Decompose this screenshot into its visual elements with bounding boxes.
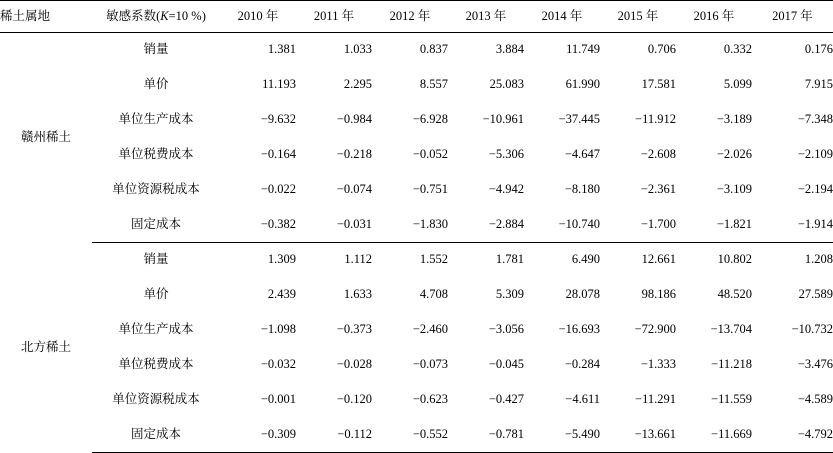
group-label-ganzhou: 赣州稀土 [20, 129, 71, 144]
cell-value: −13.661 [600, 418, 676, 453]
cell-value: −11.559 [711, 392, 752, 407]
cell-value: −2.361 [640, 182, 676, 197]
table-row [0, 68, 833, 103]
row-label: 固定成本 [92, 418, 220, 453]
cell-value: 5.099 [723, 77, 752, 92]
cell-value: −1.914 [752, 208, 833, 243]
cell-value: 12.661 [641, 252, 676, 267]
cell-value: −11.218 [711, 357, 752, 372]
cell-value: −2.608 [640, 147, 676, 162]
table-row [0, 33, 833, 68]
cell-value: −4.792 [752, 418, 833, 453]
header-row [0, 1, 833, 33]
cell-value: 3.884 [495, 42, 524, 57]
table-row [0, 243, 833, 278]
header-item-k: K [160, 8, 169, 23]
table-row [0, 313, 833, 348]
cell-value: −11.291 [635, 392, 676, 407]
header-year-2010: 2010 年 [220, 1, 296, 33]
cell-value: 2.439 [267, 287, 296, 302]
header-item-prefix: 敏感系数( [106, 8, 161, 23]
header-year-2013: 2013 年 [448, 1, 524, 33]
table-row [0, 173, 833, 208]
cell-value: −0.045 [488, 357, 524, 372]
row-label: 销量 [143, 42, 169, 57]
cell-value: −3.476 [797, 357, 833, 372]
cell-value: −37.445 [558, 112, 600, 127]
cell-value: 1.552 [419, 252, 448, 267]
cell-value: −0.120 [336, 392, 372, 407]
header-item-suffix: =10 %) [168, 8, 206, 23]
table-row [0, 138, 833, 173]
cell-value: −0.164 [260, 147, 296, 162]
cell-value: −4.611 [565, 392, 600, 407]
cell-value: −0.112 [296, 418, 372, 453]
cell-value: 6.490 [571, 252, 600, 267]
cell-value: 17.581 [641, 77, 676, 92]
cell-value: 0.706 [647, 42, 676, 57]
row-label: 单位资源税成本 [112, 182, 200, 197]
table-row [0, 418, 833, 453]
header-group-label: 稀土属地 [0, 1, 92, 33]
cell-value: −5.490 [524, 418, 600, 453]
cell-value: −72.900 [634, 322, 676, 337]
cell-value: 0.837 [419, 42, 448, 57]
row-label: 单位税费成本 [118, 147, 194, 162]
cell-value: −1.098 [260, 322, 296, 337]
cell-value: 11.193 [262, 77, 296, 92]
cell-value: −0.073 [412, 357, 448, 372]
cell-value: −4.647 [564, 147, 600, 162]
cell-value: 1.208 [804, 252, 833, 267]
table-body [0, 33, 833, 453]
cell-value: 1.381 [267, 42, 296, 57]
cell-value: −10.740 [524, 208, 600, 243]
cell-value: 25.083 [489, 77, 524, 92]
cell-value: −16.693 [558, 322, 600, 337]
cell-value: −2.026 [716, 147, 752, 162]
cell-value: −0.218 [336, 147, 372, 162]
cell-value: −4.589 [797, 392, 833, 407]
cell-value: −0.031 [296, 208, 372, 243]
cell-value: 27.589 [798, 287, 833, 302]
cell-value: 1.112 [344, 252, 372, 267]
cell-value: 2.295 [343, 77, 372, 92]
row-label: 单位资源税成本 [112, 392, 200, 407]
cell-value: −0.052 [412, 147, 448, 162]
cell-value: −0.623 [412, 392, 448, 407]
cell-value: −1.830 [372, 208, 448, 243]
cell-value: 1.309 [267, 252, 296, 267]
cell-value: 98.186 [641, 287, 676, 302]
cell-value: −0.001 [260, 392, 296, 407]
cell-value: −0.552 [372, 418, 448, 453]
cell-value: −1.700 [600, 208, 676, 243]
header-item-label [92, 1, 220, 33]
table-header [0, 1, 833, 33]
cell-value: 10.802 [717, 252, 752, 267]
header-year-2012: 2012 年 [372, 1, 448, 33]
cell-value: −4.942 [488, 182, 524, 197]
group-label-beifang: 北方稀土 [20, 339, 71, 354]
cell-value: −10.732 [791, 322, 833, 337]
table-row [0, 103, 833, 138]
cell-value: 5.309 [495, 287, 524, 302]
cell-value: 8.557 [419, 77, 448, 92]
cell-value: −5.306 [488, 147, 524, 162]
cell-value: 1.781 [495, 252, 524, 267]
cell-value: −11.912 [635, 112, 676, 127]
table-row [0, 383, 833, 418]
header-year-2011: 2011 年 [296, 1, 372, 33]
cell-value: −8.180 [564, 182, 600, 197]
cell-value: 1.033 [343, 42, 372, 57]
cell-value: −0.074 [336, 182, 372, 197]
header-year-2017: 2017 年 [752, 1, 833, 33]
row-label: 销量 [143, 252, 169, 267]
cell-value: −3.109 [716, 182, 752, 197]
row-label: 单位生产成本 [118, 322, 194, 337]
row-label: 固定成本 [92, 208, 220, 243]
table-row [0, 208, 833, 243]
cell-value: −0.022 [260, 182, 296, 197]
cell-value: 4.708 [419, 287, 448, 302]
row-label: 单位生产成本 [118, 112, 194, 127]
header-year-2015: 2015 年 [600, 1, 676, 33]
cell-value: 48.520 [717, 287, 752, 302]
cell-value: −2.460 [412, 322, 448, 337]
cell-value: 11.749 [566, 42, 600, 57]
cell-value: −1.333 [640, 357, 676, 372]
row-label: 单价 [143, 287, 169, 302]
cell-value: −13.704 [710, 322, 752, 337]
cell-value: −0.284 [564, 357, 600, 372]
cell-value: 0.332 [723, 42, 752, 57]
cell-value: 7.915 [804, 77, 833, 92]
table-row [0, 278, 833, 313]
cell-value: −0.032 [260, 357, 296, 372]
cell-value: −0.984 [336, 112, 372, 127]
cell-value: −0.427 [488, 392, 524, 407]
cell-value: −0.028 [336, 357, 372, 372]
cell-value: −0.382 [220, 208, 296, 243]
cell-value: −10.961 [482, 112, 524, 127]
cell-value: −7.348 [797, 112, 833, 127]
cell-value: −0.781 [448, 418, 524, 453]
table-row [0, 348, 833, 383]
cell-value: 0.176 [804, 42, 833, 57]
cell-value: −2.109 [797, 147, 833, 162]
cell-value: −0.373 [336, 322, 372, 337]
cell-value: 1.633 [343, 287, 372, 302]
header-year-2014: 2014 年 [524, 1, 600, 33]
cell-value: −2.884 [448, 208, 524, 243]
cell-value: −3.189 [716, 112, 752, 127]
cell-value: 61.990 [565, 77, 600, 92]
header-year-2016: 2016 年 [676, 1, 752, 33]
cell-value: −6.928 [412, 112, 448, 127]
cell-value: −11.669 [676, 418, 752, 453]
row-label: 单位税费成本 [118, 357, 194, 372]
cell-value: −0.751 [412, 182, 448, 197]
row-label: 单价 [143, 77, 169, 92]
cell-value: −9.632 [260, 112, 296, 127]
cell-value: −0.309 [220, 418, 296, 453]
cell-value: −3.056 [488, 322, 524, 337]
cell-value: −2.194 [797, 182, 833, 197]
cell-value: −1.821 [676, 208, 752, 243]
cell-value: 28.078 [565, 287, 600, 302]
